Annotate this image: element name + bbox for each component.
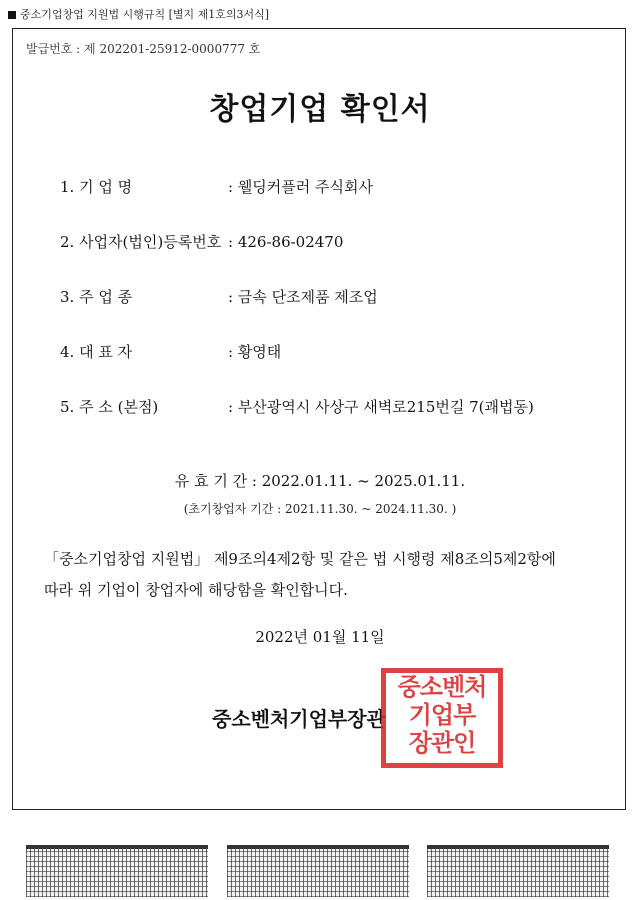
square-bullet-icon <box>8 11 16 19</box>
field-registration-number <box>60 231 343 252</box>
issuer-name: 중소벤처기업부장관 <box>212 707 386 731</box>
verification-code-image <box>427 845 609 897</box>
field-value: : 황영태 <box>228 343 282 361</box>
statement-line: 「중소기업창업 지원법」 제9조의4제2항 및 같은 법 시행령 제8조의5제2항에 <box>44 550 556 568</box>
field-value: : 금속 단조제품 제조업 <box>228 288 378 306</box>
field-value: : 웰딩커플러 주식회사 <box>228 178 374 196</box>
issue-date: 2022년 01월 11일 <box>255 628 385 646</box>
field-company-name <box>60 176 373 197</box>
official-seal <box>381 668 503 768</box>
issue-number: 발급번호 : 제 202201-25912-0000777 호 <box>26 42 261 56</box>
field-label: 4. 대 표 자 <box>60 343 133 361</box>
field-label: 1. 기 업 명 <box>60 178 133 196</box>
validity-period: 유 효 기 간 : 2022.01.11. ~ 2025.01.11. <box>174 472 466 490</box>
statement-line: 따라 위 기업이 창업자에 해당함을 확인합니다. <box>44 581 348 599</box>
field-label: 2. 사업자(법인)등록번호 <box>60 233 222 251</box>
seal-line: 기업부 <box>408 701 476 729</box>
field-label: 5. 주 소 (본점) <box>60 398 159 416</box>
field-address <box>60 396 534 417</box>
initial-startup-period: (초기창업자 기간 : 2021.11.30. ~ 2024.11.30. ) <box>183 502 457 516</box>
field-value: : 부산광역시 사상구 새벽로215번길 7(괘법동) <box>228 398 534 416</box>
confirmation-statement <box>44 544 604 606</box>
seal-line: 장관인 <box>408 729 476 757</box>
field-representative <box>60 341 281 362</box>
verification-code-image <box>227 845 409 897</box>
form-reference-text: 중소기업창업 지원법 시행규칙 [별지 제1호의3서식] <box>20 8 270 21</box>
field-value: : 426-86-02470 <box>228 233 344 251</box>
verification-code-image <box>26 845 208 897</box>
seal-line: 중소벤처 <box>397 673 487 701</box>
document-title: 창업기업 확인서 <box>209 92 431 127</box>
field-label: 3. 주 업 종 <box>60 288 133 306</box>
certificate-frame <box>12 28 626 810</box>
field-business-type <box>60 286 378 307</box>
form-reference <box>8 6 269 22</box>
